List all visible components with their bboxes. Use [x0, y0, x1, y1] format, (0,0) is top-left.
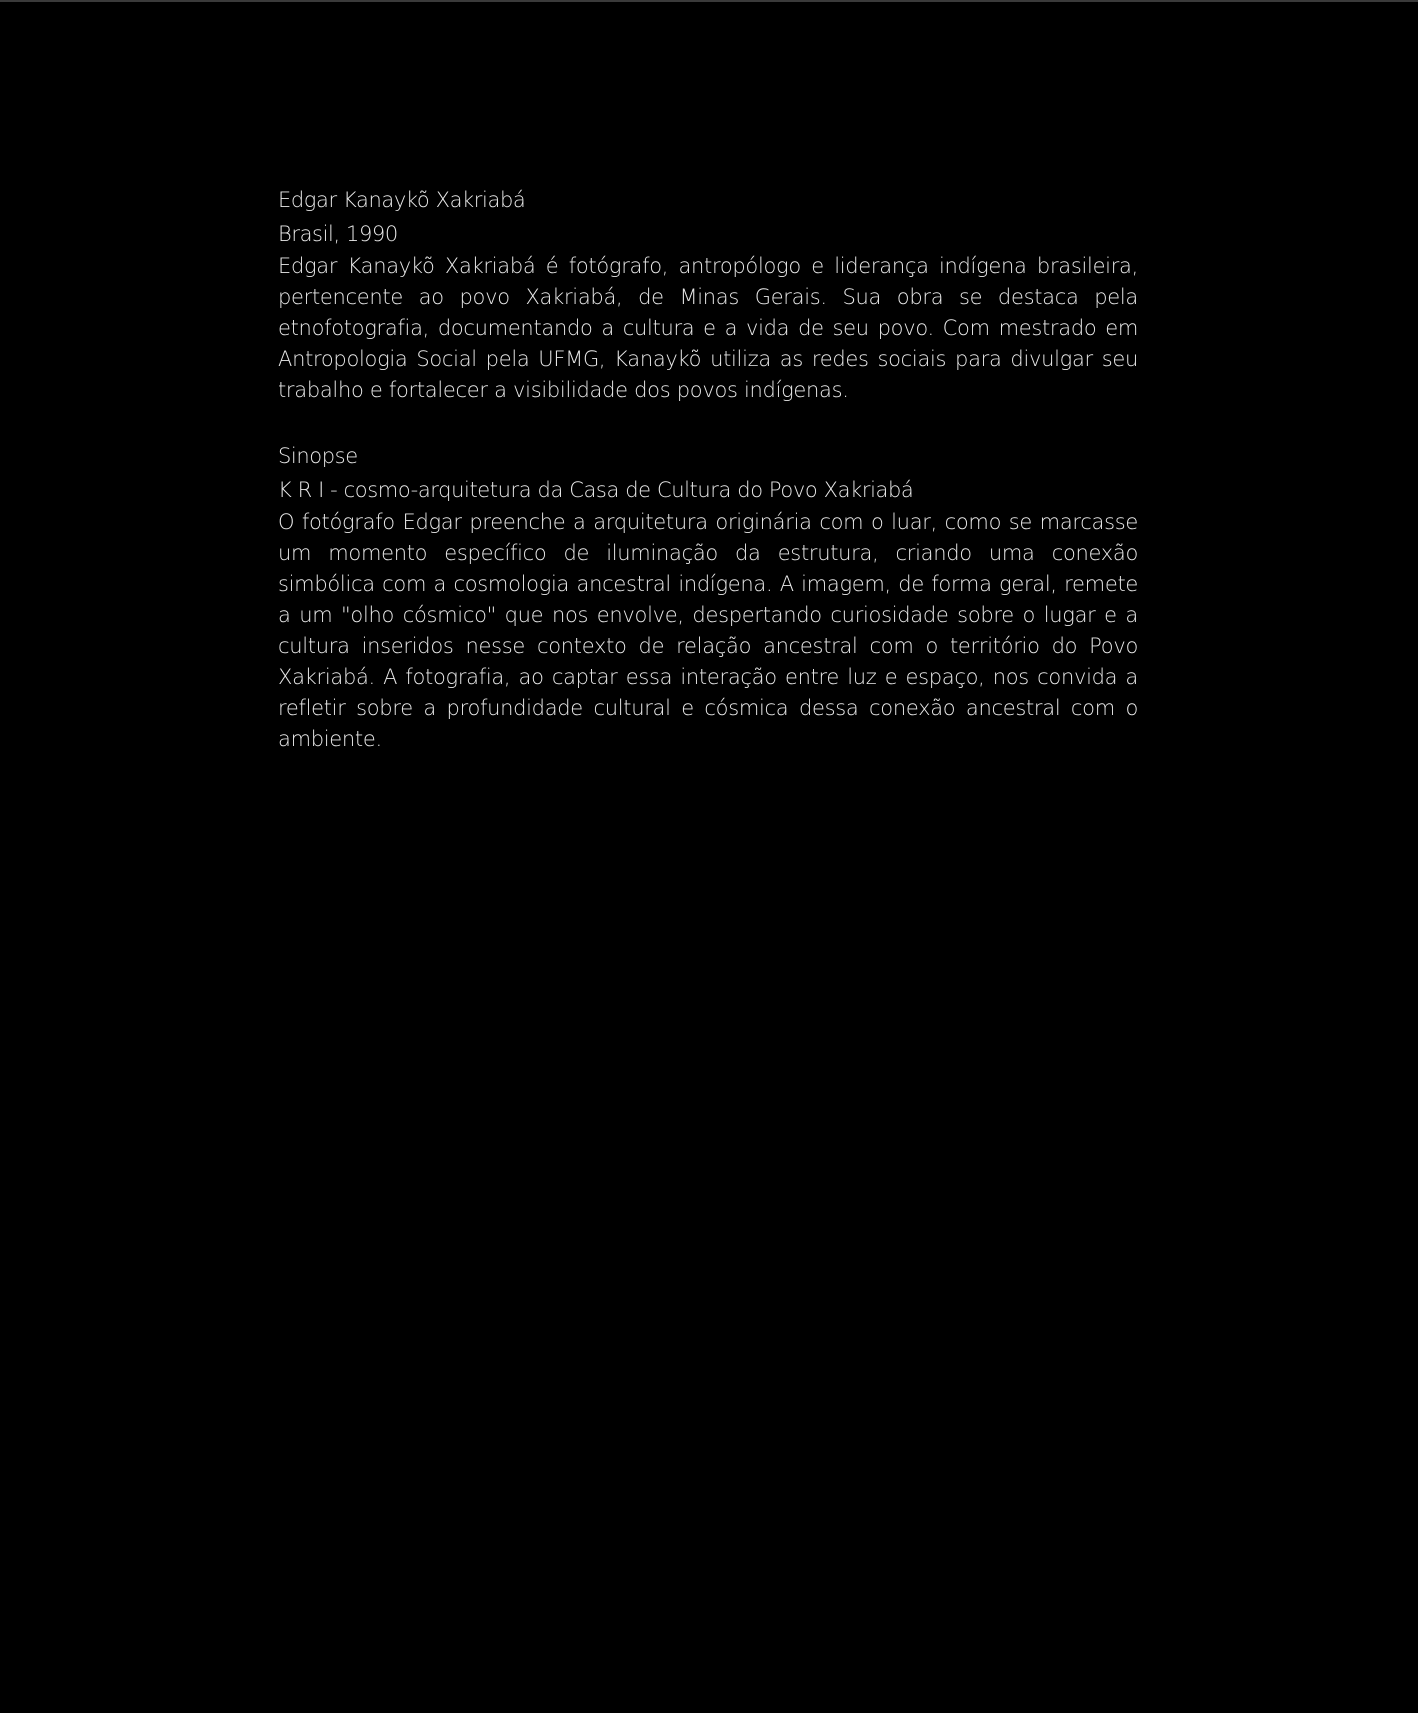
work-title: K R I - cosmo-arquitetura da Casa de Cultura do Povo Xakriabá — [278, 478, 914, 502]
artist-name: Edgar Kanaykõ Xakriabá — [278, 188, 526, 212]
document-body — [278, 183, 1138, 755]
artist-origin: Brasil, 1990 — [278, 222, 398, 246]
top-border — [0, 0, 1418, 2]
artist-bio: Edgar Kanaykõ Xakriabá é fotógrafo, antropólogo e liderança indígena brasileira, pertencente ao povo Xakriabá, de Minas Gerais. Sua obra se destaca pela etnofotografia, documentando a cultura e a vida de seu povo. Com mestrado em Antropologia Social pela UFMG, Kanaykõ utiliza as redes sociais para divulgar seu trabalho e fortalecer a visibilidade dos povos indígenas. — [278, 254, 1138, 402]
synopsis-text: O fotógrafo Edgar preenche a arquitetura originária com o luar, como se marcasse um momento específico de iluminação da estrutura, criando uma conexão simbólica com a cosmologia ancestral indígena. A imagem, de forma geral, remete a um "olho cósmico" que nos envolve, despertando curiosidade sobre o lugar e a cultura inseridos nesse contexto de relação ancestral com o território do Povo Xakriabá. A fotografia, ao captar essa interação entre luz e espaço, nos convida a refletir sobre a profundidade cultural e cósmica dessa conexão ancestral com o ambiente. — [278, 510, 1138, 751]
synopsis-heading: Sinopse — [278, 444, 358, 468]
